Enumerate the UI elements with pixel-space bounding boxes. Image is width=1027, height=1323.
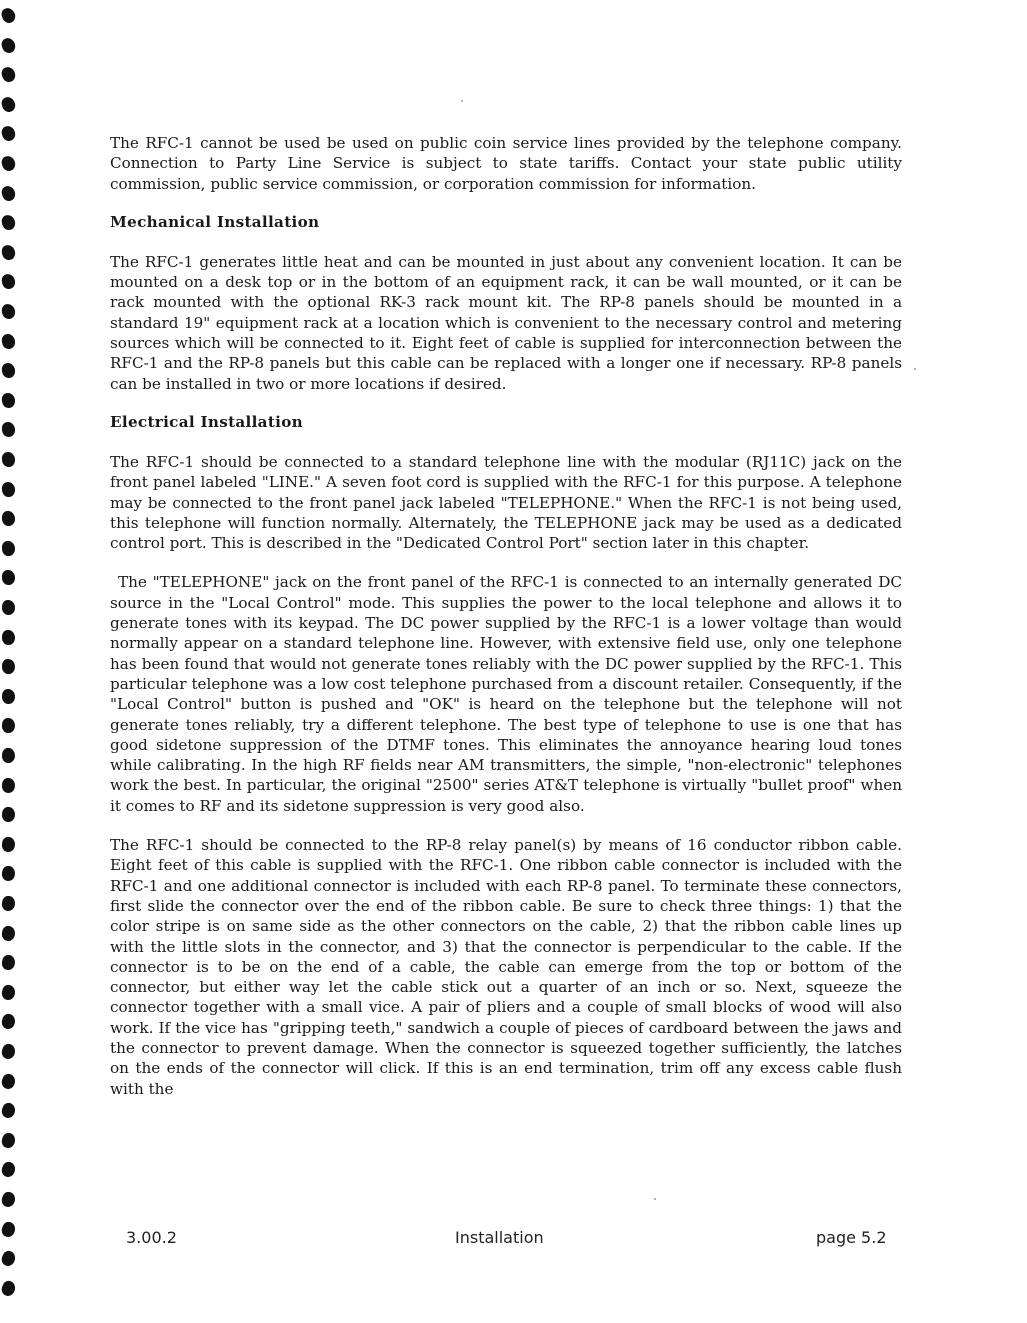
mechanical-installation-paragraph: The RFC-1 generates little heat and can be mounted in just about any convenient location. It can be mounted on a desk top or in the bottom of an equipment rack, it can be wall mounted, or it can be rack mounted with the optional RK-3 rack mount kit. The RP-8 panels should be mounted in a standard 19" equipment rack at a location which is convenient to the necessary control and metering sources which will be connected to it. Eight feet of cable is supplied for interconnection between the RFC-1 and the RP-8 panels but this cable can be replaced with a longer one if necessary. RP-8 panels can be installed in two or more locations if desired. [110, 252, 902, 393]
binding-hole [1, 362, 16, 379]
binding-hole [1, 273, 17, 290]
binding-hole [0, 36, 17, 54]
binding-hole [2, 659, 16, 674]
mechanical-installation-heading: Mechanical Installation [110, 212, 320, 231]
binding-hole [1, 422, 15, 438]
binding-hole [1, 303, 16, 320]
binding-hole [2, 511, 16, 527]
binding-hole [0, 1013, 16, 1031]
electrical-installation-heading: Electrical Installation [110, 412, 303, 431]
binding-hole [0, 1249, 17, 1268]
binding-hole [1, 718, 15, 734]
scan-speck [654, 1198, 656, 1200]
binding-hole [0, 184, 16, 202]
binding-hole [2, 629, 15, 644]
electrical-paragraph-ribbon-cable: The RFC-1 should be connected to the RP-8 relay panel(s) by means of 16 conductor ribbon cable. Eight feet of this cable is supplied with the RFC-1. One ribbon cable connector is included with the RFC-1 and one additional connector is included with each RP-8 panel. To terminate these connectors, first slide the connector over the end of the ribbon cable. Be sure to check three things: 1) that the color stripe is on same side as the other connectors on the cable, 2) that the ribbon cable lines up with the little slots in the connector, and 3) that the connector is perpendicular to the cable. If the connector is to be on the end of a cable, the cable can emerge from the top or bottom of the connector, but either way let the cable stick out a quarter of an inch or so. Next, squeeze the connector together with a small vice. A pair of pliers and a couple of small blocks of wood will also work. If the vice has "gripping teeth," sandwich a couple of pieces of cardboard between the jaws and the connector to prevent damage. When the connector is squeezed together sufficiently, the latches on the ends of the connector will click. If this is an end termination, trim off any excess cable flush with the [110, 836, 902, 1098]
binding-hole [0, 1220, 17, 1239]
binding-hole [1, 806, 16, 822]
binding-hole [0, 1279, 17, 1298]
binding-hole [1, 481, 15, 497]
binding-hole [0, 1102, 17, 1120]
footer-version: 3.00.2 [126, 1228, 177, 1247]
binding-hole [1, 747, 15, 763]
binding-hole [2, 688, 16, 704]
binding-hole [1, 244, 17, 261]
binding-hole [0, 1043, 16, 1061]
footer-section-title: Installation [455, 1228, 544, 1247]
binding-hole [1, 924, 17, 941]
document-page [110, 133, 902, 1118]
binding-hole [0, 1131, 17, 1149]
binding-hole [1, 954, 17, 971]
binding-hole [0, 95, 17, 113]
binding-hole [0, 66, 17, 84]
binding-hole [1, 451, 15, 467]
binding-hole [0, 1190, 17, 1209]
intro-paragraph: The RFC-1 cannot be used be used on public coin service lines provided by the telephone company. Connection to Party Line Service is subject to state tariffs. Contact your state public utility commission, public service commission, or corporation commission for information. [110, 134, 902, 193]
binding-hole [1, 777, 15, 793]
binding-hole [1, 392, 16, 408]
electrical-paragraph-telephone-jack: The "TELEPHONE" jack on the front panel of the RFC-1 is connected to an internally generated DC source in the "Local Control" mode. This supplies the power to the local telephone and allows it to generate tones with its keypad. The DC power supplied by the RFC-1 is a lower voltage than would normally appear on a standard telephone line. However, with extensive field use, only one telephone has been found that would not generate tones reliably with the DC power supplied by the RFC-1. This particular telephone was a low cost telephone purchased from a discount retailer. Consequently, if the "Local Control" button is pushed and "OK" is heard on the telephone but the telephone will not generate tones reliably, try a different telephone. The best type of telephone to use is one that has good sidetone suppression of the DTMF tones. This eliminates the annoyance hearing loud tones while calibrating. In the high RF fields near AM transmitters, the simple, "non-electronic" telephones work the best. In particular, the original "2500" series AT&T telephone is virtually "bullet proof" when it comes to RF and its sidetone suppression is very good also. [110, 573, 902, 815]
binding-hole [2, 570, 15, 585]
binding-hole [1, 333, 16, 350]
binding-hole [2, 541, 16, 556]
binding-hole [0, 1072, 17, 1090]
scan-speck [461, 100, 463, 102]
electrical-paragraph-line-jack: The RFC-1 should be connected to a standard telephone line with the modular (RJ11C) jack on the front panel labeled "LINE." A seven foot cord is supplied with the RFC-1 for this purpose. A telephone may be connected to the front panel jack labeled "TELEPHONE." When the RFC-1 is not being used, this telephone will function normally. Alternately, the TELEPHONE jack may be used as a dedicated control port. This is described in the "Dedicated Control Port" section later in this chapter. [110, 452, 902, 553]
binding-hole [0, 125, 17, 143]
footer-page-number: page 5.2 [816, 1228, 887, 1247]
binding-hole [1, 836, 16, 853]
binding-hole [0, 155, 16, 173]
binding-hole [0, 214, 16, 232]
scan-speck [914, 368, 916, 370]
binding-hole [1, 895, 16, 912]
binding-hole [0, 984, 16, 1002]
spiral-binding-holes [0, 0, 28, 1323]
binding-hole [0, 6, 17, 25]
binding-hole [2, 600, 15, 615]
binding-hole [0, 1161, 17, 1179]
binding-hole [1, 865, 16, 882]
